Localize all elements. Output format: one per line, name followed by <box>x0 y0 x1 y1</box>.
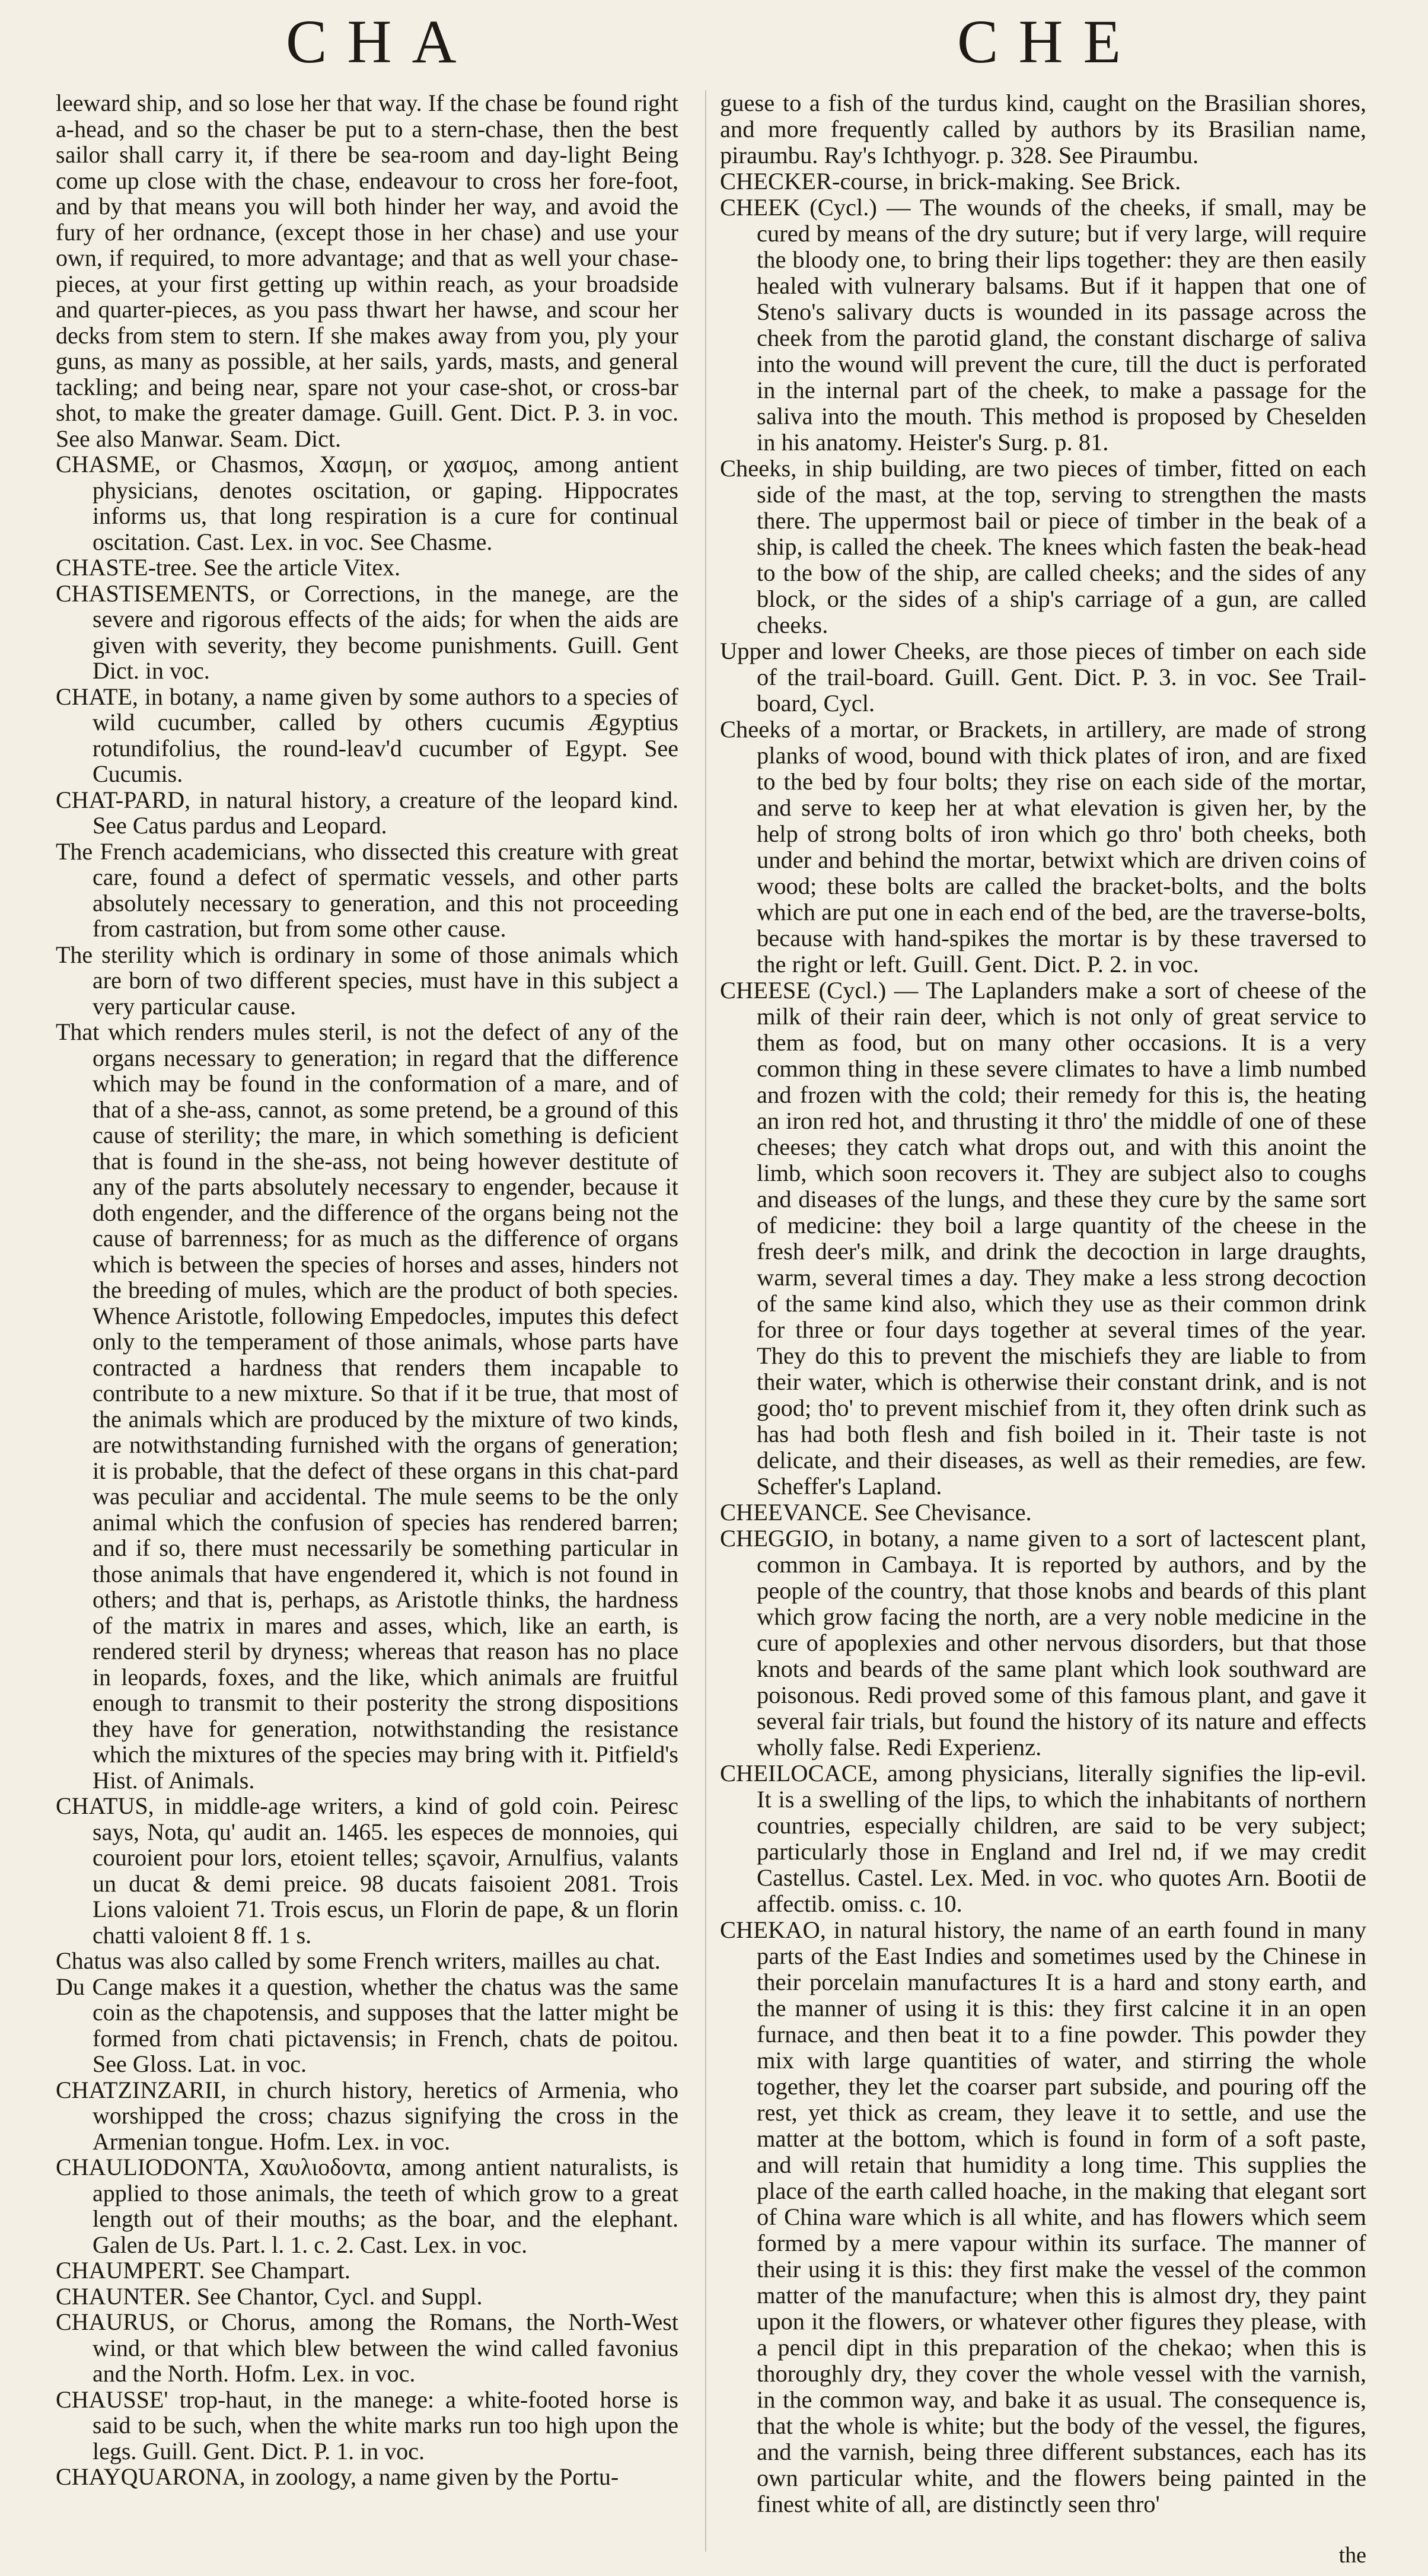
column-divider <box>705 90 706 2552</box>
dictionary-entry: CHEKAO, in natural history, the name of an earth found in many parts of the East Indies and sometimes used by the Chinese in their porcelain manufactures It is a hard and stony earth, and the manner of using it is this: they first calcine it in an open furnace, and then beat it to a fine powder. This powder they mix with large quantities of water, and stirring the whole together, they let the coarser part subside, and pouring off the rest, yet thick as cream, they leave it to settle, and use the matter at the bottom, which is found in form of a soft paste, and will retain that humidity a long time. This supplies the place of the earth called hoache, in the making that elegant sort of China ware which is all white, and has flowers which seem formed by a mere vapour within its surface. The manner of their using it is this: they first make the vessel of the common matter of the manufacture; when this is almost dry, they paint upon it the flowers, or whatever other figures they please, with a pencil dipt in this preparation of the chekao; when this is thoroughly dry, they cover the whole vessel with the varnish, in the common way, and bake it as usual. The consequence is, that the whole is white; but the body of the vessel, the figures, and the varnish, being three different substances, each has its own particular white, and the flowers being painted in the finest white of all, are distinctly seen thro' <box>720 1916 1366 2517</box>
entry-paragraph: Cheeks, in ship building, are two pieces of timber, fitted on each side of the mast, at the top, serving to strengthen the masts there. The uppermost bail or piece of timber in the beak of a ship, is called the cheek. The knees which fasten the beak-head to the bow of the ship, are called cheeks; and the sides of any block, or the sides of a ship's carriage of a gun, are called cheeks. <box>720 455 1366 638</box>
entry-paragraph: That which renders mules steril, is not the defect of any of the organs necessary to generation; in regard that the difference which may be found in the conformation of a mare, and of that of a she-ass, cannot, as some pretend, be a ground of this cause of sterility; the mare, in which something is deficient that is found in the she-ass, not being however destitute of any of the parts absolutely necessary to engender, because it doth engender, and the difference of the organs being not the cause of barrenness; for as much as the difference of organs which is between the species of horses and asses, hinders not the breeding of mules, which are the product of both species. Whence Aristotle, following Empedocles, imputes this defect only to the temperament of those animals, whose parts have contracted a hardness that renders them incapable to contribute to a new mixture. So that if it be true, that most of the animals which are produced by the mixture of two kinds, are notwithstanding furnished with the organs of generation; it is probable, that the defect of these organs in this chat-pard was peculiar and accidental. The mule seems to be the only animal which the confusion of species has rendered barren; and if so, there must necessarily be something particular in those animals that have engendered it, which is not found in others; and that is, perhaps, as Aristotle thinks, the hardness of the matrix in mares and asses, which, like an earth, is rendered steril by dryness; whereas that reason has no place in leopards, foxes, and the like, which animals are fruitful enough to transmit to their posterity the strong dispositions they have for generation, notwithstanding the resistance which the mixtures of the species may bring with it. Pitfield's Hist. of Animals. <box>56 1018 678 1794</box>
dictionary-entry: CHAYQUARONA, in zoology, a name given by the Portu- <box>56 2463 619 2490</box>
dictionary-entry: CHEEK (Cycl.) — The wounds of the cheeks, if small, may be cured by means of the dry suture; but if very large, will require the bloody one, to bring their lips together: they are then easily healed with vulnerary balsams. But if it happen that one of Steno's salivary ducts is wounded in its passage across the cheek from the parotid gland, the constant discharge of saliva into the wound will prevent the cure, till the duct is perforated in the internal part of the cheek, to make a passage for the saliva into the mouth. This method is proposed by Cheselden in his anatomy. Heister's Surg. p. 81. <box>720 194 1366 456</box>
dictionary-entry: CHAULIODONTA, Χαυλιοδοντα, among antient naturalists, is applied to those animals, the teeth of which grow to a great length out of their mouths; as the boar, and the elephant. Galen de Us. Part. l. 1. c. 2. Cast. Lex. in voc. <box>56 2154 678 2258</box>
dictionary-entry: CHAT-PARD, in natural history, a creature of the leopard kind. See Catus pardus and Leopard. <box>56 786 678 839</box>
dictionary-entry: CHATE, in botany, a name given by some authors to a species of wild cucumber, called by others cucumis Ægyptius rotundifolius, the round-leav'd cucumber of Egypt. See Cucumis. <box>56 683 678 787</box>
catchword: the <box>1338 2543 1366 2568</box>
dictionary-entry: CHEGGIO, in botany, a name given to a sort of lactescent plant, common in Cambaya. It is reported by authors, and by the people of the country, that those knobs and beards of this plant which grow facing the north, are a very noble medicine in the cure of apoplexies and other nervous disorders, but that those knots and beards of the same plant which look southward are poisonous. Redi proved some of this famous plant, and gave it several fair trials, but found the history of its nature and effects wholly false. Redi Experienz. <box>720 1525 1366 1760</box>
dictionary-entry: CHAUMPERT. See Champart. <box>56 2257 350 2284</box>
entry-paragraph: guese to a fish of the turdus kind, caught on the Brasilian shores, and more frequently called by authors by its Brasilian name, piraumbu. Ray's Ichthyogr. p. 328. See Piraumbu. <box>720 90 1366 168</box>
dictionary-entry: CHEESE (Cycl.) — The Laplanders make a sort of cheese of the milk of their rain deer, which is not only of great service to them as food, but on many other occasions. It is a very common thing in these severe climates to have a limb numbed and frozen with the cold; their remedy for this is, the heating an iron red hot, and thrusting it thro' the middle of one of these cheeses; they catch what drops out, and with this anoint the limb, which soon recovers it. They are subject also to coughs and diseases of the lungs, and these they cure by the same sort of medicine: they boil a large quantity of the cheese in the fresh deer's milk, and drink the decoction in large draughts, warm, several times a day. They make a less strong decoction of the same kind also, which they use as their common drink for three or four days together at several times of the year. They do this to prevent the mischiefs they are liable to from their water, which is otherwise their constant drink, and is not good; tho' to prevent mischief from it, they often drink such as has had both flesh and fish boiled in it. Their taste is not delicate, and their diseases, as well as their remedies, are few. Scheffer's Lapland. <box>720 977 1366 1499</box>
entry-paragraph: The sterility which is ordinary in some of those animals which are born of two different species, must have in this subject a very particular cause. <box>56 941 678 1020</box>
dictionary-entry: CHEEVANCE. See Chevisance. <box>720 1499 1032 1526</box>
entry-paragraph: Du Cange makes it a question, whether the chatus was the same coin as the chapotensis, and supposes that the latter might be formed from chati pictavensis; in French, chats de poitou. See Gloss. Lat. in voc. <box>56 1973 678 2077</box>
dictionary-entry: CHAUSSE' trop-haut, in the manege: a white-footed horse is said to be such, when the white marks run too high upon the legs. Guill. Gent. Dict. P. 1. in voc. <box>56 2386 678 2464</box>
dictionary-entry: CHASTISEMENTS, or Corrections, in the manege, are the severe and rigorous effects of the aids; for when the aids are given with severity, they become punishments. Guill. Gent Dict. in voc. <box>56 579 678 684</box>
dictionary-entry: CHASME, or Chasmos, Χασμη, or χασμος, among antient physicians, denotes oscitation, or gaping. Hippocrates informs us, that long respiration is a cure for continual oscitation. Cast. Lex. in voc. See Chasme. <box>56 451 678 555</box>
dictionary-entry: CHEILOCACE, among physicians, literally signifies the lip-evil. It is a swelling of the lips, to which the inhabitants of northern countries, especially children, are said to be very subject; particularly those in England and Irel nd, if we may credit Castellus. Castel. Lex. Med. in voc. who quotes Arn. Bootii de affectib. omiss. c. 10. <box>720 1760 1366 1917</box>
running-head-right: CHE <box>957 8 1141 76</box>
entry-paragraph: leeward ship, and so lose her that way. If the chase be found right a-head, and so the chaser be put to a stern-chase, then the best sailor shall carry it, if there be sea-room and day-light Being come up close with the chase, endeavour to cross her fore-foot, and by that means you will both hinder her way, and avoid the fury of her ordnance, (except those in her chase) and use your own, if required, to more advantage; and that as well your chase-pieces, at your first getting up within reach, as your broadside and quarter-pieces, as you pass thwart her hawse, and scour her decks from stem to stern. If she makes away from you, ply your guns, as many as possible, at her sails, yards, masts, and general tackling; and being near, spare not your case-shot, or cross-bar shot, to make the greater damage. Guill. Gent. Dict. P. 3. in voc. See also Manwar. Seam. Dict. <box>56 90 678 452</box>
entry-paragraph: Chatus was also called by some French writers, mailles au chat. <box>56 1947 661 1974</box>
dictionary-entry: CHAUNTER. See Chantor, Cycl. and Suppl. <box>56 2282 483 2310</box>
right-column <box>720 90 1366 2517</box>
entry-paragraph: Cheeks of a mortar, or Brackets, in artillery, are made of strong planks of wood, bound with thick plates of iron, and are fixed to the bed by four bolts; they rise on each side of the mortar, and serve to keep her at what elevation is given her, by the help of strong bolts of iron which go thro' both cheeks, both under and behind the mortar, betwixt which are driven coins of wood; these bolts are called the bracket-bolts, and the bolts which are put one in each end of the bed, are the traverse-bolts, because with hand-spikes the mortar is by these traversed to the right or left. Guill. Gent. Dict. P. 2. in voc. <box>720 716 1366 977</box>
dictionary-entry: CHECKER-course, in brick-making. See Brick. <box>720 168 1181 195</box>
dictionary-entry: CHAURUS, or Chorus, among the Romans, the North-West wind, or that which blew between the wind called favonius and the North. Hofm. Lex. in voc. <box>56 2308 678 2387</box>
running-head-left: CHA <box>286 8 477 76</box>
dictionary-entry: CHATZINZARII, in church history, heretics of Armenia, who worshipped the cross; chazus signifying the cross in the Armenian tongue. Hofm. Lex. in voc. <box>56 2076 678 2155</box>
running-head <box>0 0 1428 89</box>
dictionary-entry: CHASTE-tree. See the article Vitex. <box>56 554 401 581</box>
dictionary-entry: CHATUS, in middle-age writers, a kind of gold coin. Peiresc says, Nota, qu' audit an. 1465. les especes de monnoies, qui couroient pour lors, etoient telles; sçavoir, Arnulfius, valants un ducat & demi preice. 98 ducats faisoient 2081. Trois Lions valoient 71. Trois escus, un Florin de pape, & un florin chatti valoient 8 ff. 1 s. <box>56 1792 678 1948</box>
left-column <box>56 90 678 2490</box>
entry-paragraph: Upper and lower Cheeks, are those pieces of timber on each side of the trail-board. Guill. Gent. Dict. P. 3. in voc. See Trail-board, Cycl. <box>720 638 1366 717</box>
entry-paragraph: The French academicians, who dissected this creature with great care, found a defect of spermatic vessels, and other parts absolutely necessary to generation, and this not proceeding from castration, but from some other cause. <box>56 838 678 942</box>
